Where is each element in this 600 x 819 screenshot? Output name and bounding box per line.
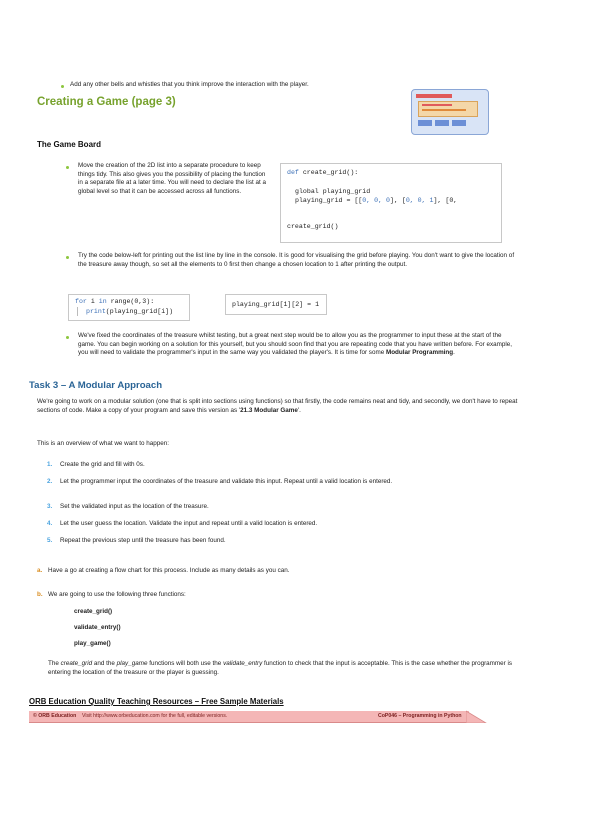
- code-text: playing_grid = [[: [295, 197, 363, 205]
- step-text: Let the user guess the location. Validate the input and repeat until a valid location is entered.: [60, 520, 318, 527]
- item-b-text: We are going to use the following three functions:: [48, 591, 186, 598]
- code-print-loop: [68, 294, 190, 321]
- step-text: Repeat the previous step until the treasure has been found.: [60, 537, 226, 544]
- bullet-modular-body: We've fixed the coordinates of the treasure whilst testing, but a great next step would be to allow you as the programmer to input these at the start of the game. You can begin working on a solution for this yourself, but you should soon find that you are repeating code that you have written before. For example, you will need to validate the programmer's input in the same way you validated the player's. It is time for some: [78, 332, 513, 356]
- step-item: [47, 461, 480, 470]
- code-text: playing_grid[1][2] = 1: [232, 301, 320, 308]
- code-text: ], [0,: [433, 197, 458, 205]
- task-paragraph-bold: 21.3 Modular Game: [240, 406, 298, 414]
- step-text: Create the grid and fill with 0s.: [60, 461, 145, 468]
- code-text: range(0,3):: [106, 298, 155, 305]
- code-text: create_grid(): [287, 222, 339, 230]
- step-number: 1.: [47, 461, 53, 468]
- code-text: (playing_grid[i]): [105, 307, 174, 315]
- step-number: 2.: [47, 478, 53, 485]
- function-name: create_grid(): [74, 608, 113, 615]
- game-board-heading: The Game Board: [37, 140, 102, 149]
- code-keyword: in: [98, 298, 107, 305]
- bullet-print-grid-text: Try the code below-left for printing out the list line by line in the console. It is good for visualising the grid before playing. You don't want to give the location of the treasure away though, so set all the elements to 0 first then change a chosen location to 1 after printing the output.: [78, 252, 515, 268]
- code-text: global playing_grid: [295, 187, 371, 195]
- code-number: 0, 0, 0: [362, 197, 390, 205]
- closing-italic: play_game: [116, 660, 148, 667]
- code-keyword: for: [75, 298, 87, 305]
- item-a-text: Have a go at creating a flow chart for this process. Include as many details as you can.: [48, 567, 290, 574]
- step-item: [47, 520, 480, 529]
- closing-text: function to check that the input is acceptable. This is the case whether the programmer is entering the location of the treasure or the player is guessing.: [48, 660, 513, 676]
- bullet-modular-bold: Modular Programming: [385, 349, 454, 356]
- step-item: [47, 503, 480, 512]
- closing-text: functions will both use the: [147, 660, 224, 667]
- step-number: 5.: [47, 537, 53, 544]
- step-item: [47, 478, 480, 487]
- top-bullet-text: Add any other bells and whistles that you think improve the interaction with the player.: [70, 81, 309, 88]
- footer-copyright: © ORB Education: [33, 713, 77, 719]
- code-function: print: [86, 307, 106, 315]
- code-keyword: def: [287, 169, 299, 176]
- code-text: i: [86, 298, 99, 305]
- page-title: Creating a Game (page 3): [37, 96, 176, 108]
- step-number: 3.: [47, 503, 53, 510]
- footer-arrow-icon: [466, 700, 488, 723]
- footer-title: ORB Education Quality Teaching Resources – Free Sample Materials: [29, 697, 284, 706]
- closing-italic: validate_entry: [223, 660, 263, 667]
- item-b-label: b.: [37, 591, 43, 598]
- overview-text: This is an overview of what we want to happen:: [37, 440, 169, 447]
- task-heading: Task 3 – A Modular Approach: [29, 380, 163, 391]
- game-thumbnail-image: [411, 89, 489, 135]
- bullet-dot: [66, 256, 69, 259]
- step-item: [47, 537, 480, 546]
- bullet-create-grid-text: Move the creation of the 2D list into a separate procedure to keep things tidy. This also gives you the possibility of placing the function in a separate file at a later time. You will need to declare the list at a global level so that it can be accessed across all functions.: [78, 162, 266, 195]
- footer-code: CoP046 – Programming in Python: [378, 713, 462, 719]
- bullet-dot: [61, 85, 64, 88]
- code-text: ], [: [389, 197, 406, 205]
- task-paragraph-end: '.: [297, 406, 301, 414]
- bullet-modular-text: [78, 332, 520, 358]
- bullet-dot: [66, 166, 69, 169]
- function-name: play_game(): [74, 640, 111, 647]
- step-number: 4.: [47, 520, 53, 527]
- code-create-grid: [280, 163, 502, 243]
- code-number: 0, 0, 1: [405, 197, 434, 205]
- closing-italic: create_grid: [60, 660, 93, 667]
- step-text: Let the programmer input the coordinates of the treasure and validate this input. Repeat until a valid location is entered.: [60, 478, 393, 485]
- footer-visit-text: Visit http://www.orbeducation.com for the full, editable versions.: [82, 713, 228, 719]
- code-text: create_grid():: [298, 169, 359, 176]
- closing-text: The: [48, 660, 61, 667]
- bullet-modular-end: .: [453, 349, 455, 356]
- closing-text: and the: [92, 660, 117, 667]
- closing-paragraph: [48, 660, 518, 677]
- step-text: Set the validated input as the location of the treasure.: [60, 503, 209, 510]
- bullet-dot: [66, 336, 69, 339]
- item-a-label: a.: [37, 567, 43, 574]
- task-paragraph: [37, 398, 521, 415]
- function-name: validate_entry(): [74, 624, 121, 631]
- task-paragraph-body: We're going to work on a modular solution (one that is split into sections using functions) so that firstly, the code remains neat and tidy, and secondly, we don't have to repeat sections of code. Make a copy of your program and save this version as ': [37, 398, 518, 414]
- code-set-treasure: [225, 294, 327, 315]
